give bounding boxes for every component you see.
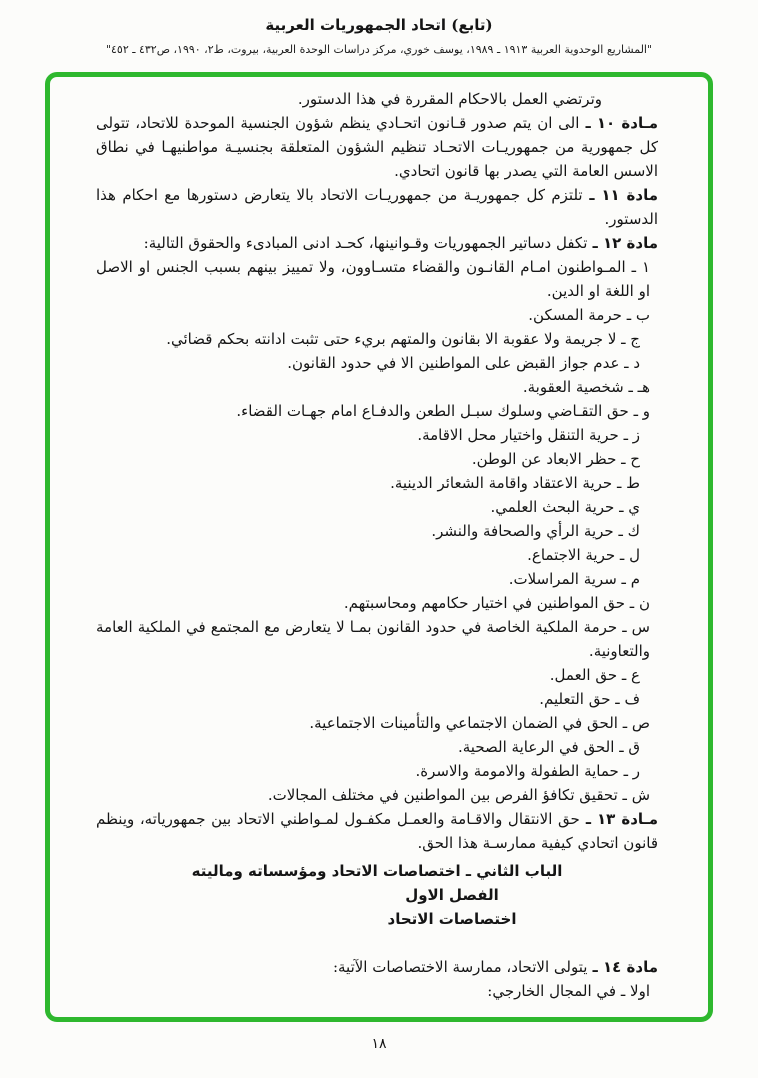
list-item: اولا ـ في المجال الخارجي: [487,982,650,1000]
page-number: ١٨ [371,1036,387,1052]
section-heading: الفصل الاول [405,886,499,904]
source-citation: "المشاريع الوحدوية العربية ١٩١٣ ـ ١٩٨٩، يوسف خوري، مركز دراسات الوحدة العربية، بيروت، ط٢، ١٩٩٠، ص٤٣٢ ـ ٤٥٢" [105,43,653,56]
list-item: ١ ـ المـواطنون امـام القانـون والقضاء متسـاوون، ولا تمييز بينهم بسبب الجنس او الاصل او اللغة او الدين. [96,258,650,300]
article-paragraph: مادة ١٢ ـ تكفل دساتير الجمهوريات وقـوانينها، كحـد ادنى المبادىء والحقوق التالية: [143,234,658,252]
document-body [96,87,658,1003]
list-item: ب ـ حرمة المسكن. [528,306,650,324]
list-item: ق ـ الحق في الرعاية الصحية. [458,738,640,756]
article-number-label: مادة ١٢ ـ [587,234,658,252]
list-item: س ـ حرمة الملكية الخاصة في حدود القانون بمـا لا يتعارض مع المجتمع في الملكية العامة والتعاونية. [96,618,650,660]
article-paragraph: مادة ١٤ ـ يتولى الاتحاد، ممارسة الاختصاصات الآتية: [332,958,658,976]
list-item: ح ـ حظر الابعاد عن الوطن. [471,450,640,468]
list-item: ر ـ حماية الطفولة والامومة والاسرة. [415,762,640,780]
list-item: ل ـ حرية الاجتماع. [527,546,640,564]
article-number-label: مـادة ١٠ ـ [579,114,659,132]
list-item: ش ـ تحقيق تكافؤ الفرص بين المواطنين في مختلف المجالات. [267,786,650,804]
article-number-label: مادة ١٤ ـ [587,958,658,976]
list-item: ع ـ حق العمل. [549,666,640,684]
list-item: م ـ سرية المراسلات. [508,570,640,588]
page-title: (تابع) اتحاد الجمهوريات العربية [265,16,493,34]
paragraph: وترتضي العمل بالاحكام المقررة في هذا الدستور. [297,90,602,108]
list-item: و ـ حق التقـاضي وسلوك سبـل الطعن والدفـاع امام جهـات القضاء. [236,402,650,420]
list-item: هـ ـ شخصية العقوبة. [522,378,650,396]
list-item: ف ـ حق التعليم. [539,690,640,708]
article-number-label: مـادة ١٣ ـ [579,810,658,828]
article-paragraph: مـادة ١٠ ـ الى ان يتم صدور قـانون اتحـادي ينظم شؤون الجنسية الموحدة للاتحاد، تتولى كل جمهورية من جمهوريـات الاتحـاد تنظيم الشؤون المتعلقة بجنسيـة مواطنيهـا في نطاق الاسس العامة التي يصدر بها قانون اتحادي. [96,114,659,180]
article-number-label: مادة ١١ ـ [582,186,658,204]
list-item: ص ـ الحق في الضمان الاجتماعي والتأمينات الاجتماعية. [309,714,650,732]
list-item: ط ـ حرية الاعتقاد واقامة الشعائر الدينية. [390,474,640,492]
list-item: ي ـ حرية البحث العلمي. [490,498,640,516]
document-frame [45,72,713,1022]
section-heading: الباب الثاني ـ اختصاصات الاتحاد ومؤسساته وماليته [191,862,563,880]
article-paragraph: مادة ١١ ـ تلتزم كل جمهوريـة من جمهوريـات الاتحاد بالا يتعارض دستورها مع احكام هذا الدستور. [96,186,658,228]
list-item: ج ـ لا جريمة ولا عقوبة الا بقانون والمتهم بريء حتى تثبت ادانته بحكم قضائي. [166,330,640,348]
list-item: ن ـ حق المواطنين في اختيار حكامهم ومحاسبتهم. [343,594,650,612]
list-item: ك ـ حرية الرأي والصحافة والنشر. [431,522,640,540]
article-paragraph: مـادة ١٣ ـ حق الانتقال والاقـامة والعمـل مكفـول لمـواطني الاتحاد بين جمهورياته، وينظم قانون اتحادي كيفية ممارسـة هذا الحق. [96,810,658,852]
list-item: ز ـ حرية التنقل واختيار محل الاقامة. [417,426,640,444]
section-heading: اختصاصات الاتحاد [387,910,517,928]
list-item: د ـ عدم جواز القبض على المواطنين الا في حدود القانون. [287,354,640,372]
page-header [0,0,758,56]
